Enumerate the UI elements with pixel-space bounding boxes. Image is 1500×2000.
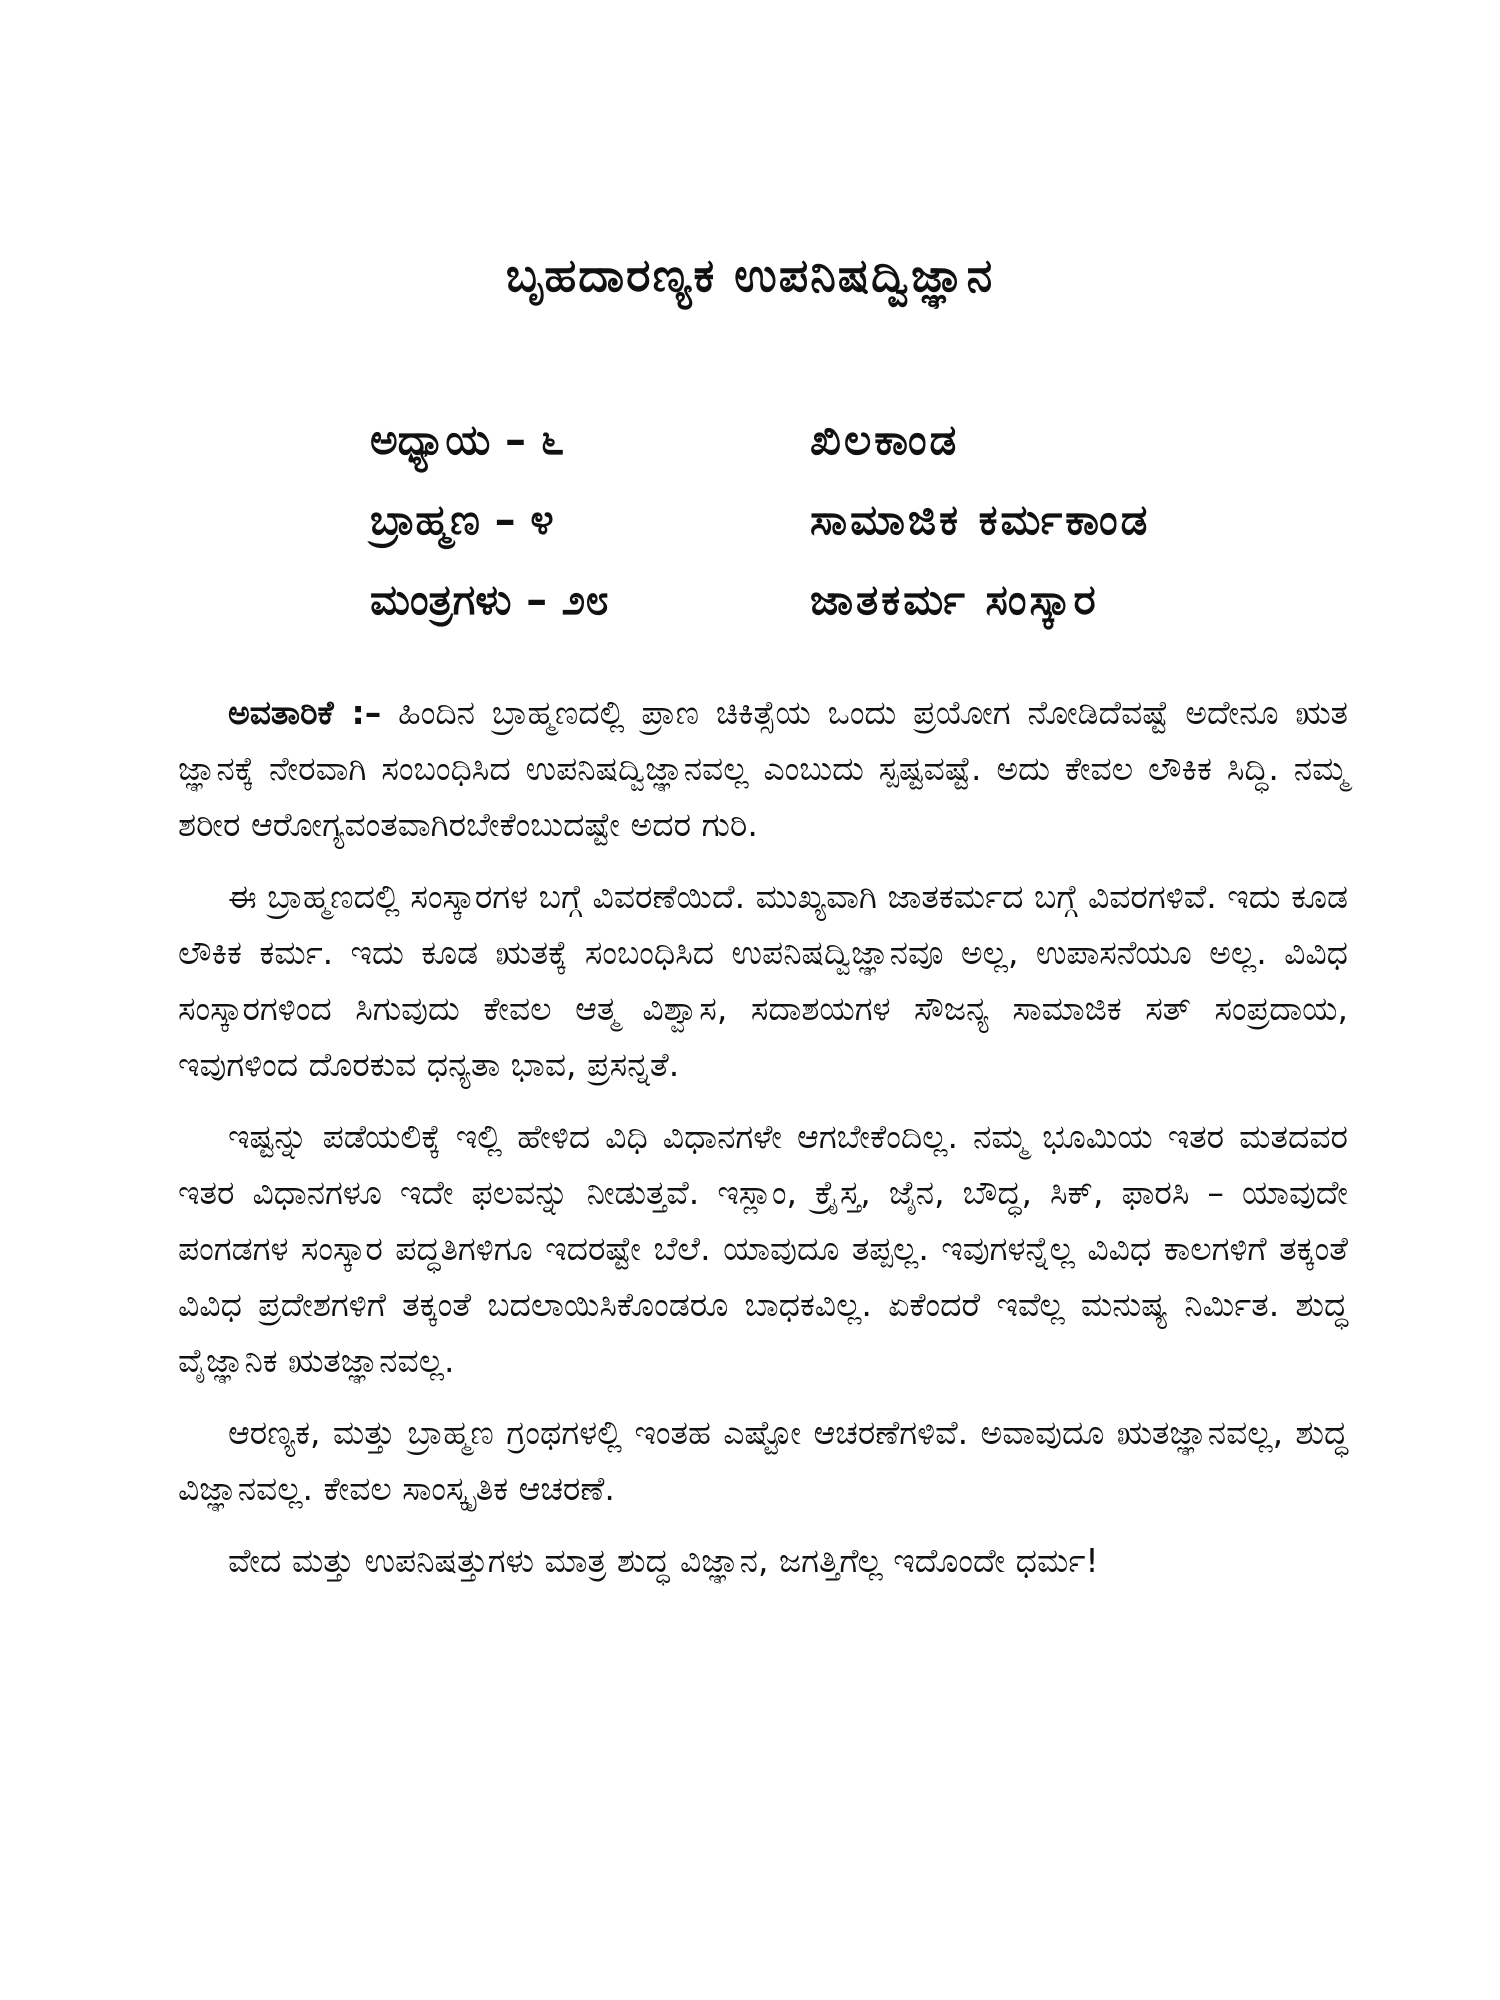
mantras-label: ಮಂತ್ರಗಳು – ೨೮ [370, 575, 609, 624]
chapter-info-row [370, 400, 1330, 480]
chapter-info [370, 400, 1330, 640]
body-paragraph: ವೇದ ಮತ್ತು ಉಪನಿಷತ್ತುಗಳು ಮಾತ್ರ ಶುದ್ಧ ವಿಜ್ಞಾನ, ಜಗತ್ತಿಗೆಲ್ಲ ಇದೊಂದೇ ಧರ್ಮ! [228, 1541, 1099, 1580]
adhyaya-value: ಖಿಲಕಾಂಡ [810, 415, 960, 464]
intro-text: ಹಿಂದಿನ ಬ್ರಾಹ್ಮಣದಲ್ಲಿ ಪ್ರಾಣ ಚಿಕಿತ್ಸೆಯ ಒಂದು ಪ್ರಯೋಗ ನೋಡಿದೆವಷ್ಟೆ ಅದೇನೂ ಋತ ಜ್ಞಾನಕ್ಕೆ ನೇರವಾಗಿ ಸಂಬಂಧಿಸಿದ ಉಪನಿಷದ್ವಿಜ್ಞಾನವಲ್ಲ ಎಂಬುದು ಸ್ಪಷ್ಟವಷ್ಟೆ. ಅದು ಕೇವಲ ಲೌಕಿಕ ಸಿದ್ಧಿ. ನಮ್ಮ ಶರೀರ ಆರೋಗ್ಯವಂತವಾಗಿರಬೇಕೆಂಬುದಷ್ಟೇ ಅದರ ಗುರಿ. [178, 693, 1349, 844]
chapter-info-row [370, 480, 1330, 560]
brahmana-value: ಸಾಮಾಜಿಕ ಕರ್ಮಕಾಂಡ [810, 495, 1151, 544]
intro-paragraph [178, 685, 1348, 853]
page-title: ಬೃಹದಾರಣ್ಯಕ ಉಪನಿಷದ್ವಿಜ್ಞಾನ [505, 248, 995, 302]
body-text [178, 685, 1348, 1605]
body-paragraph: ಆರಣ್ಯಕ, ಮತ್ತು ಬ್ರಾಹ್ಮಣ ಗ್ರಂಥಗಳಲ್ಲಿ ಇಂತಹ ಎಷ್ಟೋ ಆಚರಣೆಗಳಿವೆ. ಅವಾವುದೂ ಋತಜ್ಞಾನವಲ್ಲ, ಶುದ್ಧ ವಿಜ್ಞಾನವಲ್ಲ. ಕೇವಲ ಸಾಂಸ್ಕೃತಿಕ ಆಚರಣೆ. [178, 1413, 1348, 1508]
intro-lead: ಅವತಾರಿಕೆ :– [228, 693, 382, 732]
body-paragraph: ಇಷ್ಟನ್ನು ಪಡೆಯಲಿಕ್ಕೆ ಇಲ್ಲಿ ಹೇಳಿದ ವಿಧಿ ವಿಧಾನಗಳೇ ಆಗಬೇಕೆಂದಿಲ್ಲ. ನಮ್ಮ ಭೂಮಿಯ ಇತರ ಮತದವರ ಇತರ ವಿಧಾನಗಳೂ ಇದೇ ಫಲವನ್ನು ನೀಡುತ್ತವೆ. ಇಸ್ಲಾಂ, ಕ್ರೈಸ್ತ, ಜೈನ, ಬೌದ್ಧ, ಸಿಕ್, ಫಾರಸಿ – ಯಾವುದೇ ಪಂಗಡಗಳ ಸಂಸ್ಕಾರ ಪದ್ಧತಿಗಳಿಗೂ ಇದರಷ್ಟೇ ಬೆಲೆ. ಯಾವುದೂ ತಪ್ಪಲ್ಲ. ಇವುಗಳನ್ನೆಲ್ಲ ವಿವಿಧ ಕಾಲಗಳಿಗೆ ತಕ್ಕಂತೆ ವಿವಿಧ ಪ್ರದೇಶಗಳಿಗೆ ತಕ್ಕಂತೆ ಬದಲಾಯಿಸಿಕೊಂಡರೂ ಬಾಧಕವಿಲ್ಲ. ಏಕೆಂದರೆ ಇವೆಲ್ಲ ಮನುಷ್ಯ ನಿರ್ಮಿತ. ಶುದ್ಧ ವೈಜ್ಞಾನಿಕ ಋತಜ್ಞಾನವಲ್ಲ. [178, 1117, 1348, 1380]
chapter-info-row [370, 560, 1330, 640]
body-paragraph: ಈ ಬ್ರಾಹ್ಮಣದಲ್ಲಿ ಸಂಸ್ಕಾರಗಳ ಬಗ್ಗೆ ವಿವರಣೆಯಿದೆ. ಮುಖ್ಯವಾಗಿ ಜಾತಕರ್ಮದ ಬಗ್ಗೆ ವಿವರಗಳಿವೆ. ಇದು ಕೂಡ ಲೌಕಿಕ ಕರ್ಮ. ಇದು ಕೂಡ ಋತಕ್ಕೆ ಸಂಬಂಧಿಸಿದ ಉಪನಿಷದ್ವಿಜ್ಞಾನವೂ ಅಲ್ಲ, ಉಪಾಸನೆಯೂ ಅಲ್ಲ. ವಿವಿಧ ಸಂಸ್ಕಾರಗಳಿಂದ ಸಿಗುವುದು ಕೇವಲ ಆತ್ಮ ವಿಶ್ವಾಸ, ಸದಾಶಯಗಳ ಸೌಜನ್ಯ ಸಾಮಾಜಿಕ ಸತ್ ಸಂಪ್ರದಾಯ, ಇವುಗಳಿಂದ ದೊರಕುವ ಧನ್ಯತಾ ಭಾವ, ಪ್ರಸನ್ನತೆ. [178, 877, 1348, 1084]
brahmana-label: ಬ್ರಾಹ್ಮಣ – ೪ [370, 495, 554, 544]
adhyaya-label: ಅಧ್ಯಾಯ – ೬ [370, 415, 565, 464]
mantras-value: ಜಾತಕರ್ಮ ಸಂಸ್ಕಾರ [810, 575, 1099, 624]
